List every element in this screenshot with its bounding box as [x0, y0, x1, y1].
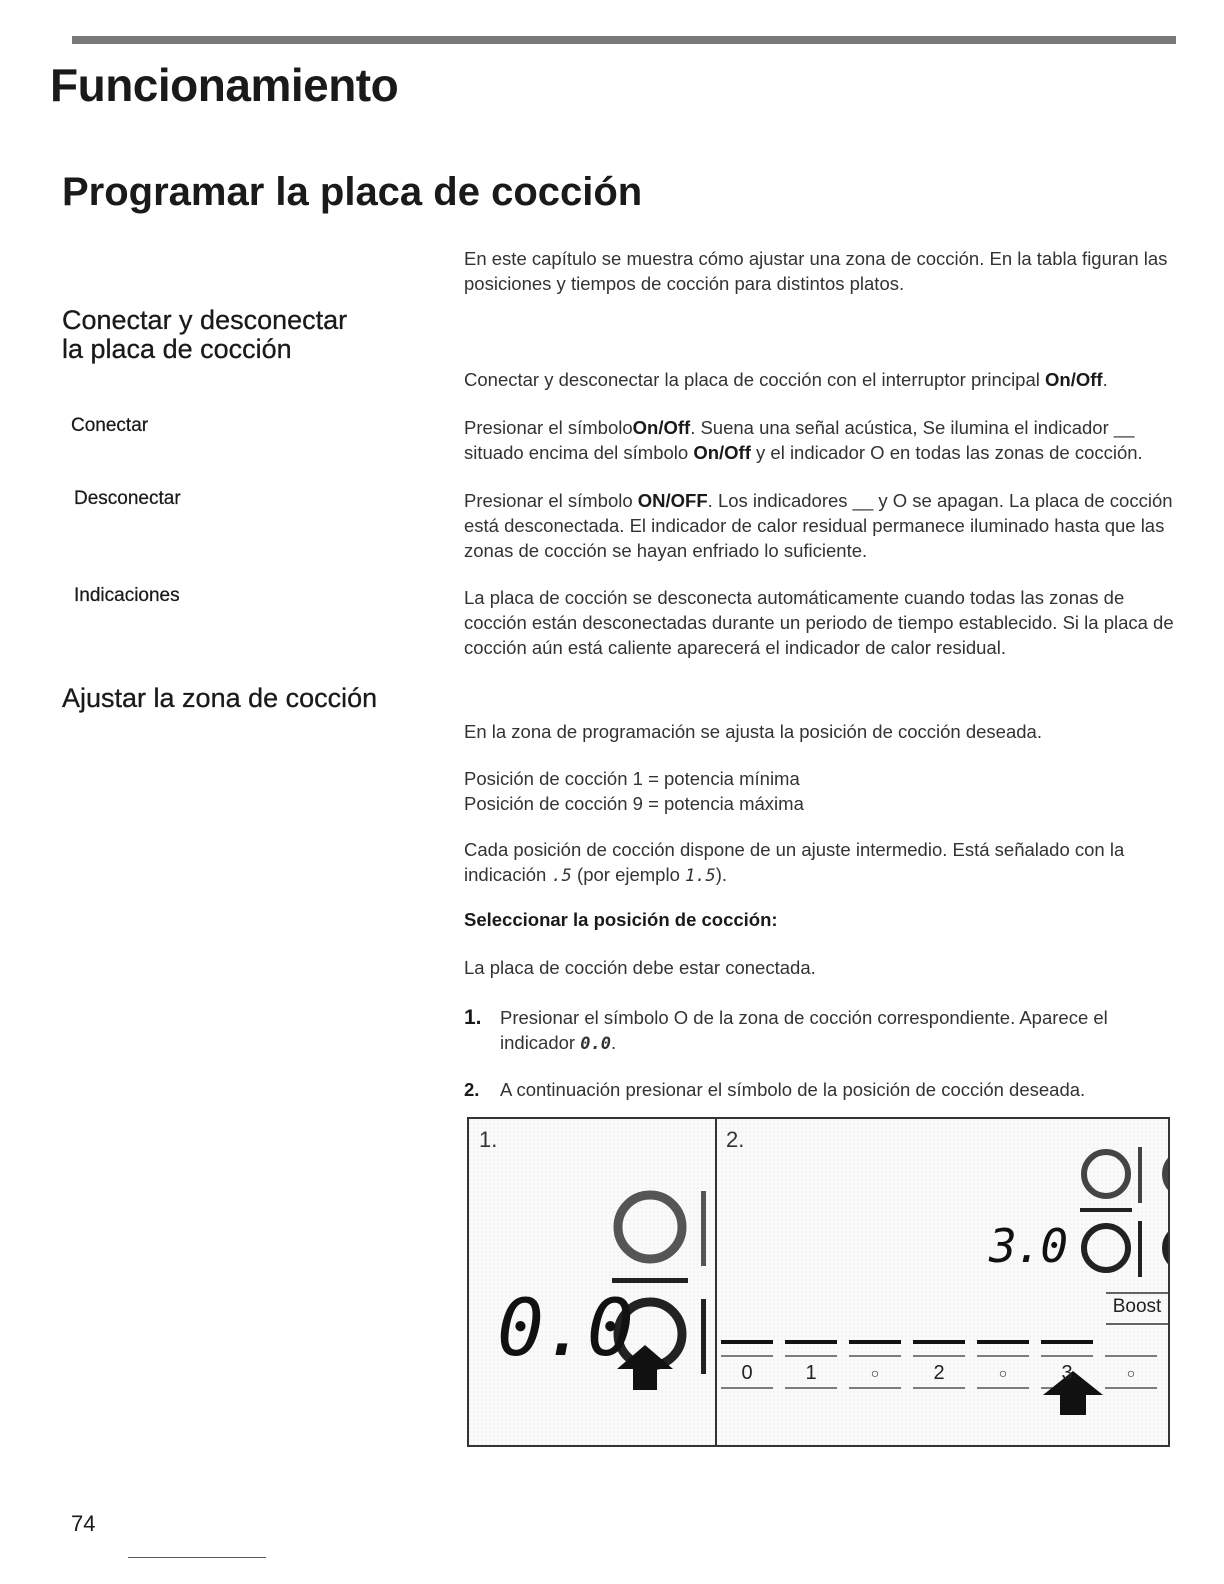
ajustar-p2-line2: Posición de cocción 9 = potencia máxima: [464, 793, 804, 814]
section-title: Programar la placa de cocción: [62, 170, 643, 214]
step-1-seg: 0.0: [580, 1034, 611, 1054]
conectar-heading-line2: la placa de cocción: [62, 334, 292, 364]
conectar-heading: [62, 306, 347, 364]
ajustar-p1: En la zona de programación se ajusta la posición de cocción deseada.: [464, 721, 1042, 742]
conectar-label: Conectar: [71, 415, 149, 436]
ajustar-subheading: Seleccionar la posición de cocción:: [464, 909, 778, 930]
step-2-number: 2.: [464, 1079, 480, 1100]
ajustar-p3-a: Cada posición de cocción dispone de un ajuste intermedio. Está señalado con la indicación: [464, 839, 1125, 885]
power-key-1[interactable]: 1: [805, 1362, 817, 1384]
conectar-t3: y el indicador O en todas las zonas de cocción.: [750, 442, 1143, 463]
conectar-text: [464, 415, 1184, 465]
desconectar-b1: ON/OFF: [637, 490, 708, 511]
panel-2-zone-divider: [1138, 1147, 1142, 1203]
panel-2-label: 2.: [726, 1127, 745, 1152]
ajustar-p3-c: ).: [715, 864, 728, 885]
power-key-6[interactable]: ○: [1126, 1365, 1136, 1381]
power-key-4[interactable]: ○: [998, 1365, 1008, 1381]
panel-1-display: 0.0: [497, 1284, 632, 1374]
step-1-text: [500, 1005, 1160, 1057]
footer-link-line: [128, 1557, 266, 1558]
figure-art: [469, 1119, 1170, 1447]
scale-segment-1: [785, 1340, 837, 1344]
step-1: [464, 1005, 1184, 1055]
ajustar-p3-seg1: .5: [551, 866, 572, 886]
panel-2-zone-divider-2: [1138, 1221, 1142, 1277]
power-key-5[interactable]: 3: [1061, 1362, 1073, 1384]
panel-1-zone-divider: [701, 1191, 706, 1266]
conectar-b1: On/Off: [632, 417, 691, 438]
step-1-number: 1.: [464, 1006, 482, 1029]
conectar-t2: . Suena una señal acústica, Se ilumina el indicador __ situado encima del símbolo: [464, 417, 1135, 463]
power-key-2[interactable]: ○: [870, 1365, 880, 1381]
ajustar-heading: Ajustar la zona de cocción: [62, 683, 378, 713]
panel-2-display: 3.0: [989, 1219, 1067, 1273]
panel-1-zone-divider-2: [701, 1299, 706, 1374]
conectar-intro-bold: On/Off: [1045, 369, 1103, 390]
step-1-text-b: .: [610, 1032, 617, 1053]
ajustar-p2-line1: Posición de cocción 1 = potencia mínima: [464, 768, 800, 789]
intro-paragraph: En este capítulo se muestra cómo ajustar una zona de cocción. En la tabla figuran las posiciones y tiempos de cocción para distintos platos.: [464, 248, 1168, 294]
scale-segment-4: [977, 1340, 1029, 1344]
scale-segment-0: [721, 1340, 773, 1344]
desconectar-t1: Presionar el símbolo: [464, 490, 638, 511]
ajustar-p3: [464, 837, 1184, 889]
scale-segment-2: [849, 1340, 901, 1344]
step-1-text-a: Presionar el símbolo O de la zona de cocción correspondiente. Aparece el indicador: [500, 1007, 1108, 1053]
conectar-b2: On/Off: [693, 442, 751, 463]
top-rule: [72, 36, 1176, 44]
page-number: 74: [71, 1511, 96, 1536]
panel-2-zone-indicator-bar: [1080, 1208, 1132, 1212]
scale-segment-5: [1041, 1340, 1093, 1344]
ajustar-p2: [464, 766, 1184, 816]
step-2: [464, 1077, 1184, 1103]
conectar-intro-text: Conectar y desconectar la placa de cocción con el interruptor principal: [464, 369, 1046, 390]
conectar-intro-end: .: [1102, 369, 1108, 390]
desconectar-label: Desconectar: [74, 488, 181, 509]
desconectar-t2: . Los indicadores __ y O se apagan. La placa de cocción está desconectada. El indicador de calor residual permanece iluminado hasta que las zonas de cocción se hayan enfriado lo suficiente.: [464, 490, 1173, 561]
control-panel-figure: [467, 1117, 1170, 1447]
ajustar-p4: La placa de cocción debe estar conectada.: [464, 957, 816, 978]
power-key-0[interactable]: 0: [741, 1362, 753, 1384]
ajustar-p3-seg2: 1.5: [685, 866, 716, 886]
conectar-intro: [464, 367, 1184, 392]
conectar-heading-line1: Conectar y desconectar: [62, 305, 348, 335]
power-key-3[interactable]: 2: [933, 1362, 945, 1384]
indicaciones-label: Indicaciones: [74, 585, 180, 606]
chapter-title: Funcionamiento: [50, 59, 399, 111]
scale-segment-3: [913, 1340, 965, 1344]
panel-1-label: 1.: [479, 1127, 498, 1152]
ajustar-p3-b: (por ejemplo: [571, 864, 686, 885]
desconectar-text: [464, 488, 1184, 563]
step-2-text: A continuación presionar el símbolo de la posición de cocción deseada.: [500, 1079, 1086, 1100]
indicaciones-text: La placa de cocción se desconecta automáticamente cuando todas las zonas de cocción están desconectadas durante un periodo de tiempo establecido. Si la placa de cocción aún está caliente aparecerá el indicador de calor residual.: [464, 587, 1174, 658]
panel-1-zone-indicator-bar: [612, 1278, 688, 1283]
conectar-t1: Presionar el símbolo: [464, 417, 633, 438]
boost-button[interactable]: Boost: [1112, 1296, 1162, 1317]
